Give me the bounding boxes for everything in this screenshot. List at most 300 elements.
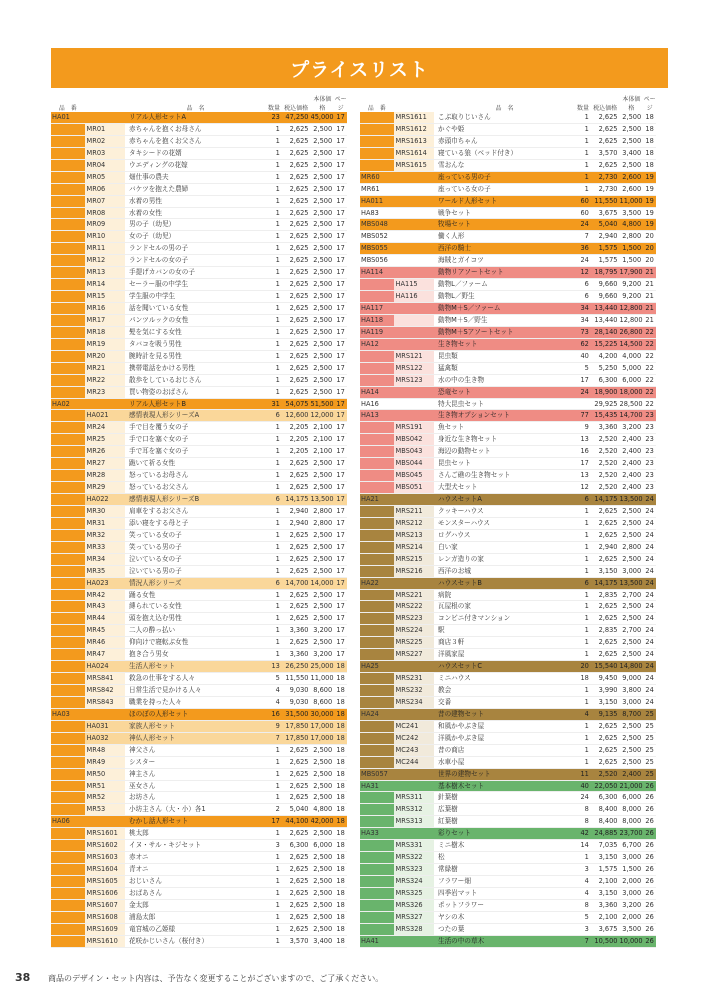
sub-code: MRS234 [394,697,434,708]
base-price: 4,800 [620,219,644,230]
base-price: 3,000 [620,566,644,577]
product-code: HA119 [360,327,394,338]
page-ref: 17 [334,554,347,565]
tax-included-price: 14,175 [591,578,620,589]
base-price: 2,500 [311,315,335,326]
product-code [51,434,85,445]
page-ref: 25 [643,733,656,744]
product-code [51,912,85,923]
product-name: レンガ造りの家 [434,554,575,565]
tax-included-price: 44,100 [282,816,311,827]
table-row [51,661,347,673]
tax-included-price: 2,625 [282,327,311,338]
quantity: 16 [575,446,591,457]
tax-included-price: 2,625 [591,649,620,660]
table-row [51,279,347,291]
product-code [360,757,394,768]
product-code [360,912,394,923]
base-price: 2,000 [620,912,644,923]
table-row [51,924,347,936]
quantity: 77 [575,410,591,421]
product-name: ウエディングの花嫁 [125,160,266,171]
page-ref: 18 [643,124,656,135]
quantity: 11 [575,769,591,780]
sub-code: MRS223 [394,613,434,624]
quantity: 12 [575,267,591,278]
base-price: 2,400 [620,470,644,481]
page-ref: 17 [334,160,347,171]
product-code [51,661,85,672]
base-price: 2,500 [620,745,644,756]
page-ref: 21 [643,267,656,278]
product-code [51,852,85,863]
tax-included-price: 2,625 [591,733,620,744]
quantity: 1 [266,458,282,469]
header-name: 品 名 [495,105,514,112]
table-row [360,697,656,709]
quantity: 1 [266,434,282,445]
page-ref: 24 [643,661,656,672]
base-price: 51,500 [310,399,334,408]
table-row [51,936,347,948]
table-row [360,303,656,315]
product-code [360,446,394,457]
base-price: 13,500 [310,495,334,503]
sub-code: MR34 [85,554,125,565]
sub-code [394,267,434,278]
product-code [51,876,85,887]
sub-code: MR11 [85,243,125,254]
quantity: 1 [266,136,282,147]
page-ref: 19 [643,219,656,230]
page-ref: 26 [643,828,656,839]
page-ref: 18 [334,840,347,851]
table-row [360,255,656,267]
sub-code: MRS1609 [85,924,125,935]
base-price: 2,500 [620,530,644,541]
product-name: 仰向けで寝転ぶ女性 [125,637,266,648]
table-row [51,339,347,351]
product-name: 笑っている男の子 [125,542,266,553]
table-row [360,781,656,793]
tax-included-price: 2,625 [282,781,311,792]
tax-included-price: 14,700 [282,578,311,589]
sub-code: MR25 [85,434,125,445]
product-code [51,482,85,493]
tax-included-price: 2,625 [282,757,311,768]
tax-included-price: 2,730 [591,172,620,183]
tax-included-price: 2,625 [282,590,311,601]
sub-code: MR23 [85,387,125,398]
product-code [360,470,394,481]
quantity: 1 [575,601,591,612]
sub-code [394,781,434,792]
page-ref: 23 [643,446,656,457]
sub-code: HA031 [85,721,125,732]
table-row [51,387,347,399]
table-row [51,888,347,900]
sub-code: HA021 [85,410,125,421]
sub-code: MR01 [85,124,125,135]
product-name: 金太郎 [125,900,266,911]
table-row [51,625,347,637]
product-code: MR60 [360,172,394,183]
product-code [51,494,85,505]
page-ref: 18 [643,160,656,171]
table-row [360,458,656,470]
product-name: ハウスセットB [434,578,575,589]
product-code [360,900,394,911]
sub-code: MRS191 [394,422,434,433]
product-code: HA114 [360,267,394,278]
header-qty: 数量 [267,105,280,112]
page-ref: 17 [334,399,347,410]
tax-included-price: 3,360 [591,422,620,433]
sub-code [85,399,125,410]
table-row [360,160,656,172]
tax-included-price: 2,625 [591,518,620,529]
product-code [360,685,394,696]
base-price: 2,100 [311,434,335,445]
table-row [360,709,656,721]
table-row [360,566,656,578]
page-ref: 18 [334,769,347,780]
quantity: 1 [266,530,282,541]
table-row [360,757,656,769]
base-price: 13,500 [619,495,643,503]
table-row [51,709,347,721]
product-code [360,554,394,565]
quantity: 1 [266,339,282,350]
table-row [51,363,347,375]
sub-code: MRS1615 [394,160,434,171]
product-code: HA41 [360,936,394,947]
quantity: 1 [575,852,591,863]
quantity: 60 [575,196,591,207]
product-name: 家族人形セット [125,721,266,732]
product-name: 抱き合う男女 [125,649,266,660]
product-code [360,160,394,171]
table-row [51,757,347,769]
quantity: 1 [575,685,591,696]
table-row [360,387,656,399]
page-ref: 21 [643,279,656,290]
header-page: ページ [643,96,656,112]
tax-included-price: 7,035 [591,840,620,851]
base-price: 3,500 [620,924,644,935]
base-price: 2,500 [311,590,335,601]
tax-included-price: 2,625 [282,136,311,147]
sub-code: MR48 [85,745,125,756]
product-name: 神仏人形セット [125,733,266,744]
product-name: 病院 [434,590,575,601]
product-name: 肩車をするお父さん [125,506,266,517]
product-code [360,613,394,624]
tax-included-price: 2,940 [282,518,311,529]
table-row [51,685,347,697]
product-code [51,458,85,469]
product-name: 戦争セット [434,208,575,219]
product-name: 怒っているお母さん [125,470,266,481]
quantity: 1 [266,124,282,135]
base-price: 2,500 [311,196,335,207]
base-price: 2,500 [311,637,335,648]
product-name: 常緑樹 [434,864,575,875]
base-price: 3,200 [311,625,335,636]
table-row [360,733,656,745]
sub-code: MR46 [85,637,125,648]
base-price: 42,000 [310,817,334,826]
product-name: 動物M＋S／野生 [434,315,575,326]
table-row [360,363,656,375]
base-price: 2,500 [311,267,335,278]
quantity: 3 [575,924,591,935]
product-code [51,243,85,254]
product-code [51,172,85,183]
table-row [51,231,347,243]
sub-code: MR09 [85,219,125,230]
tax-included-price: 22,050 [591,781,620,792]
table-row [51,470,347,482]
tax-included-price: 2,625 [282,267,311,278]
page-number: 38 [15,971,31,984]
page-ref: 22 [643,351,656,362]
quantity: 4 [266,685,282,696]
product-name: 添い寝をする母と子 [125,518,266,529]
base-price: 2,500 [620,160,644,171]
base-price: 23,700 [619,829,643,838]
tax-included-price: 11,550 [282,673,311,684]
sub-code: MRS1608 [85,912,125,923]
table-row [360,912,656,924]
tax-included-price: 2,100 [591,912,620,923]
product-code [360,518,394,529]
base-price: 2,500 [311,339,335,350]
tax-included-price: 2,625 [282,828,311,839]
product-code: MR61 [360,184,394,195]
sub-code: MR05 [85,172,125,183]
base-price: 6,700 [620,840,644,851]
quantity: 1 [575,530,591,541]
sub-code [85,816,125,827]
product-name: 海辺の動物セット [434,446,575,457]
tax-included-price: 2,835 [591,625,620,636]
quantity: 1 [266,208,282,219]
page-ref: 18 [334,912,347,923]
product-code: MBS056 [360,255,394,266]
base-price: 2,500 [311,745,335,756]
page-ref: 18 [643,136,656,147]
table-row [51,208,347,220]
product-name: ランドセルの男の子 [125,243,266,254]
table-header [360,96,656,112]
page-ref: 18 [334,781,347,792]
product-code [51,279,85,290]
table-row [360,351,656,363]
product-name: 職業を持った人々 [125,697,266,708]
page-ref: 18 [334,852,347,863]
base-price: 8,600 [311,697,335,708]
sub-code: MR12 [85,255,125,266]
tax-included-price: 2,205 [282,434,311,445]
table-row [51,900,347,912]
quantity: 1 [575,745,591,756]
product-code: MBS048 [360,219,394,230]
product-code [51,685,85,696]
base-price: 2,500 [311,601,335,612]
tax-included-price: 6,300 [591,792,620,803]
page-ref: 26 [643,804,656,815]
page-ref: 17 [334,434,347,445]
product-name: 昔の商店 [434,745,575,756]
product-code: HA13 [360,410,394,421]
table-row [360,888,656,900]
tax-included-price: 2,625 [282,255,311,266]
quantity: 12 [575,482,591,493]
sub-code: MRS123 [394,375,434,386]
product-name: 笑っている女の子 [125,530,266,541]
sub-code: HA024 [85,661,125,672]
table-row [51,458,347,470]
product-name: 小坊主さん（大・小）各1 [125,804,266,815]
page-ref: 24 [643,506,656,517]
product-name: 縛られている女性 [125,601,266,612]
quantity: 1 [575,506,591,517]
sub-code: MRS221 [394,590,434,601]
page-ref: 17 [334,470,347,481]
base-price: 28,500 [619,399,643,408]
product-code [360,458,394,469]
quantity: 1 [266,231,282,242]
page-ref: 17 [334,494,347,505]
page-ref: 26 [643,900,656,911]
product-code: HA21 [360,494,394,505]
sub-code: MR42 [85,590,125,601]
quantity: 1 [575,613,591,624]
base-price: 2,800 [311,518,335,529]
quantity: 1 [266,315,282,326]
sub-code: MC244 [394,757,434,768]
page-ref: 20 [643,243,656,254]
sub-code: MR50 [85,769,125,780]
base-price: 2,500 [311,136,335,147]
tax-included-price: 3,675 [591,208,620,219]
product-name: クッキーハウス [434,506,575,517]
sub-code: MR53 [85,804,125,815]
table-row [51,876,347,888]
quantity: 1 [266,267,282,278]
base-price: 3,000 [620,888,644,899]
sub-code: MR26 [85,446,125,457]
product-code [51,136,85,147]
tax-included-price: 2,625 [282,864,311,875]
product-code: HA118 [360,315,394,326]
product-code: HA011 [360,196,394,207]
table-row [51,124,347,136]
sub-code [394,399,434,410]
product-code [51,160,85,171]
product-name: シスター [125,757,266,768]
sub-code: MR07 [85,196,125,207]
table-row [51,184,347,196]
table-row [51,255,347,267]
tax-included-price: 2,625 [282,208,311,219]
sub-code: MRS1604 [85,864,125,875]
base-price: 2,500 [311,375,335,386]
base-price: 2,500 [311,864,335,875]
quantity: 1 [575,637,591,648]
sub-code: MBS051 [394,482,434,493]
page-ref: 24 [643,625,656,636]
sub-code: MRS213 [394,530,434,541]
tax-included-price: 2,625 [282,924,311,935]
sub-code [394,661,434,672]
sub-code: MR47 [85,649,125,660]
sub-code: MRS121 [394,351,434,362]
quantity: 1 [266,912,282,923]
sub-code [394,315,434,326]
page-ref: 17 [334,363,347,374]
quantity: 24 [575,219,591,230]
page-ref: 17 [334,243,347,254]
quantity: 1 [266,351,282,362]
page-ref: 26 [643,816,656,827]
product-name: 話を聞いている女性 [125,303,266,314]
product-name: おじいさん [125,876,266,887]
base-price: 2,500 [620,721,644,732]
product-code [51,649,85,660]
page-ref: 18 [643,148,656,159]
product-code [360,566,394,577]
product-code [51,351,85,362]
page-ref: 22 [643,327,656,338]
tax-included-price: 4,200 [591,351,620,362]
table-row [51,697,347,709]
product-code [51,196,85,207]
quantity: 1 [575,542,591,553]
tax-included-price: 3,360 [282,649,311,660]
footer-note: 商品のデザイン・セット内容は、予告なく変更することがございますので、ご了承ください。 [48,974,384,983]
quantity: 1 [266,506,282,517]
tax-included-price: 2,520 [591,482,620,493]
base-price: 2,800 [620,231,644,242]
product-code [360,363,394,374]
product-name: 赤ちゃんを抱くお父さん [125,136,266,147]
base-price: 2,000 [620,876,644,887]
product-name: 商店３軒 [434,637,575,648]
tax-included-price: 2,625 [282,279,311,290]
product-name: 寝ている狼（ベッド付き） [434,148,575,159]
table-row [51,769,347,781]
quantity: 1 [266,876,282,887]
tax-included-price: 2,625 [282,124,311,135]
quantity: 31 [266,399,282,410]
table-row [360,554,656,566]
base-price: 2,500 [311,255,335,266]
sub-code: MR31 [85,518,125,529]
table-row [51,482,347,494]
page-ref: 22 [643,339,656,350]
base-price: 3,400 [311,936,335,947]
table-row [51,804,347,816]
page-ref: 21 [643,315,656,326]
tax-included-price: 2,625 [282,900,311,911]
product-name: 水着の男性 [125,196,266,207]
product-name: ほのぼの人形セット [125,709,266,720]
product-code [360,876,394,887]
product-code [51,745,85,756]
quantity: 1 [575,554,591,565]
